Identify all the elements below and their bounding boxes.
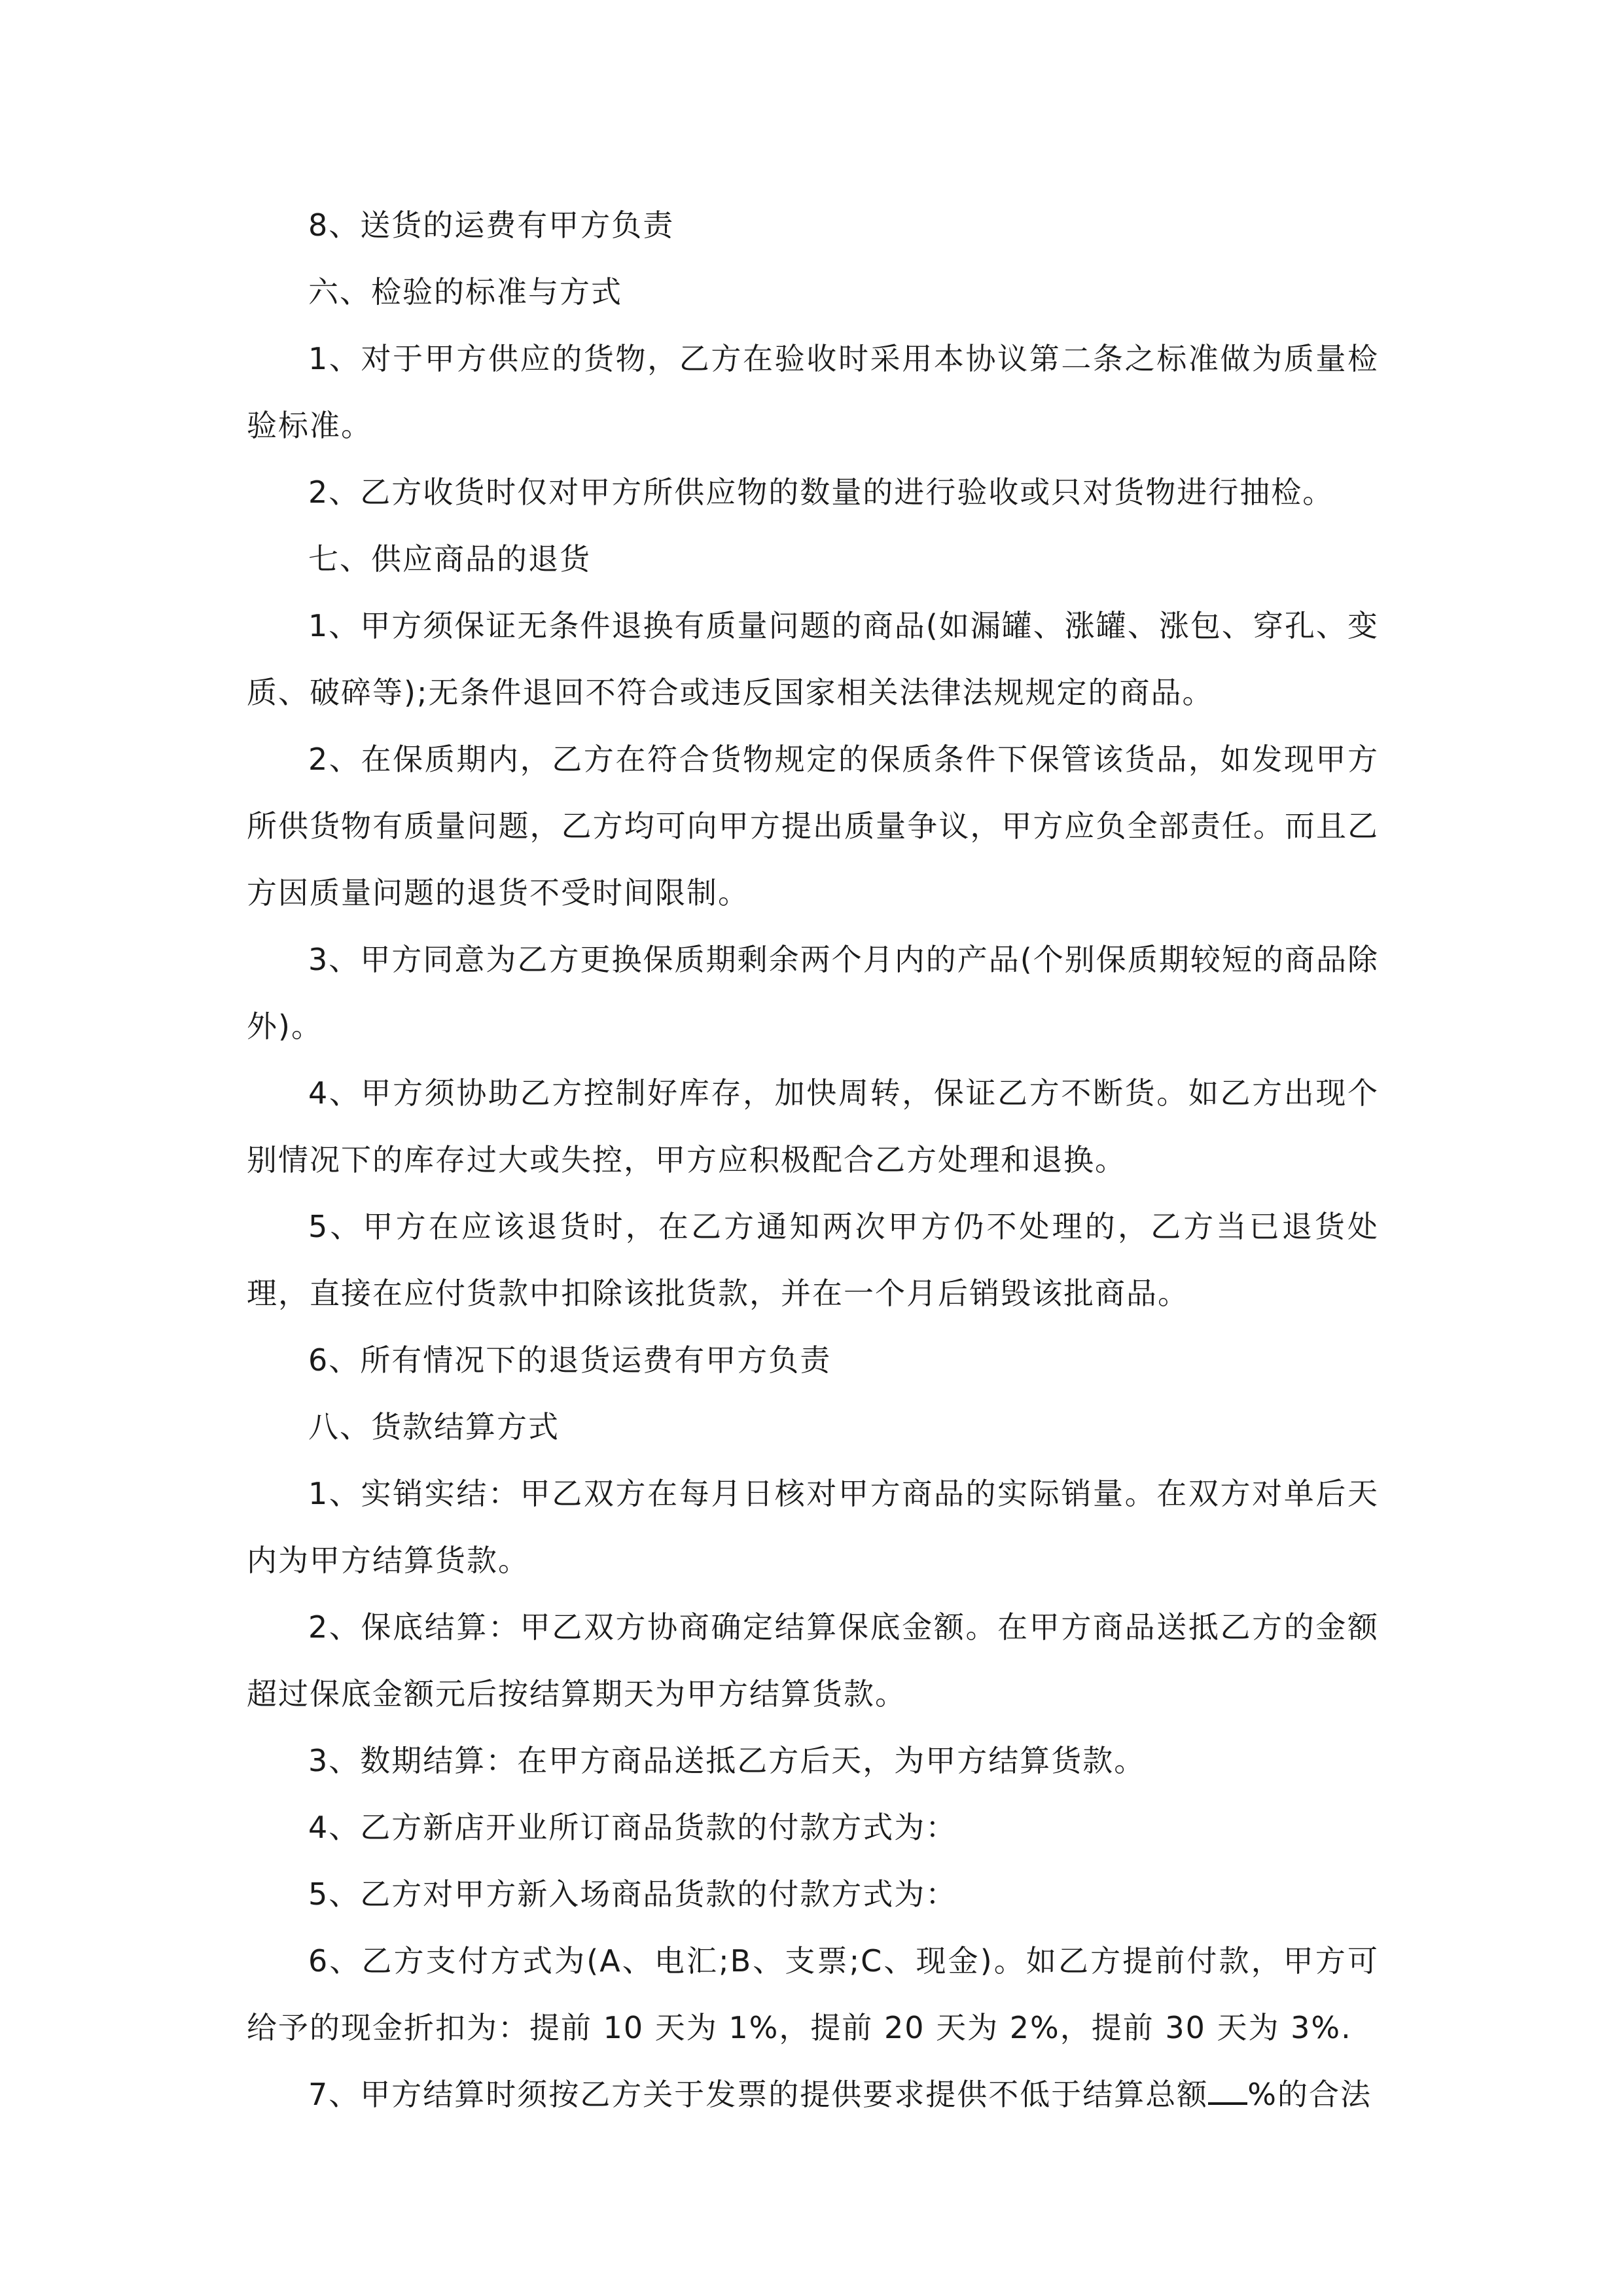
paragraph-19-after: %的合法	[1247, 2077, 1372, 2112]
section-heading-8: 八、货款结算方式	[308, 1409, 560, 1444]
paragraph-19	[247, 2061, 1379, 2128]
paragraph-16: 4、乙方新店开业所订商品货款的付款方式为：	[308, 1810, 957, 1845]
section-heading-7: 七、供应商品的退货	[308, 541, 591, 577]
paragraph-3: 1、对于甲方供应的货物，乙方在验收时采用本协议第二条之标准做为质量检验标准。	[247, 341, 1379, 443]
paragraph-11: 6、所有情况下的退货运费有甲方负责	[308, 1342, 832, 1378]
section-heading-6: 六、检验的标准与方式	[308, 274, 622, 310]
paragraph-1: 8、送货的运费有甲方负责	[308, 207, 675, 243]
paragraph-7: 2、在保质期内，乙方在符合货物规定的保质条件下保管该货品，如发现甲方所供货物有质量问题，乙方均可向甲方提出质量争议，甲方应负全部责任。而且乙方因质量问题的退货不受时间限制。	[247, 742, 1379, 910]
paragraph-4: 2、乙方收货时仅对甲方所供应物的数量的进行验收或只对货物进行抽检。	[308, 475, 1334, 510]
paragraph-8: 3、甲方同意为乙方更换保质期剩余两个月内的产品(个别保质期较短的商品除外)。	[247, 942, 1379, 1044]
fill-in-blank	[1208, 2077, 1247, 2105]
paragraph-13: 1、实销实结：甲乙双方在每月日核对甲方商品的实际销量。在双方对单后天内为甲方结算货款。	[247, 1476, 1379, 1578]
paragraph-18: 6、乙方支付方式为(A、电汇;B、支票;C、现金)。如乙方提前付款，甲方可给予的现金折扣为：提前 10 天为 1%，提前 20 天为 2%，提前 30 天为 3%.	[247, 1943, 1379, 2045]
paragraph-9: 4、甲方须协助乙方控制好库存，加快周转，保证乙方不断货。如乙方出现个别情况下的库存过大或失控，甲方应积极配合乙方处理和退换。	[247, 1075, 1379, 1177]
paragraph-6: 1、甲方须保证无条件退换有质量问题的商品(如漏罐、涨罐、涨包、穿孔、变质、破碎等);无条件退回不符合或违反国家相关法律法规规定的商品。	[247, 608, 1379, 710]
paragraph-10: 5、甲方在应该退货时，在乙方通知两次甲方仍不处理的，乙方当已退货处理，直接在应付货款中扣除该批货款，并在一个月后销毁该批商品。	[247, 1209, 1379, 1311]
paragraph-14: 2、保底结算：甲乙双方协商确定结算保底金额。在甲方商品送抵乙方的金额超过保底金额元后按结算期天为甲方结算货款。	[247, 1609, 1379, 1712]
paragraph-15: 3、数期结算：在甲方商品送抵乙方后天，为甲方结算货款。	[308, 1743, 1146, 1778]
paragraph-19-before: 7、甲方结算时须按乙方关于发票的提供要求提供不低于结算总额	[308, 2077, 1209, 2112]
paragraph-17: 5、乙方对甲方新入场商品货款的付款方式为：	[308, 1876, 957, 1912]
